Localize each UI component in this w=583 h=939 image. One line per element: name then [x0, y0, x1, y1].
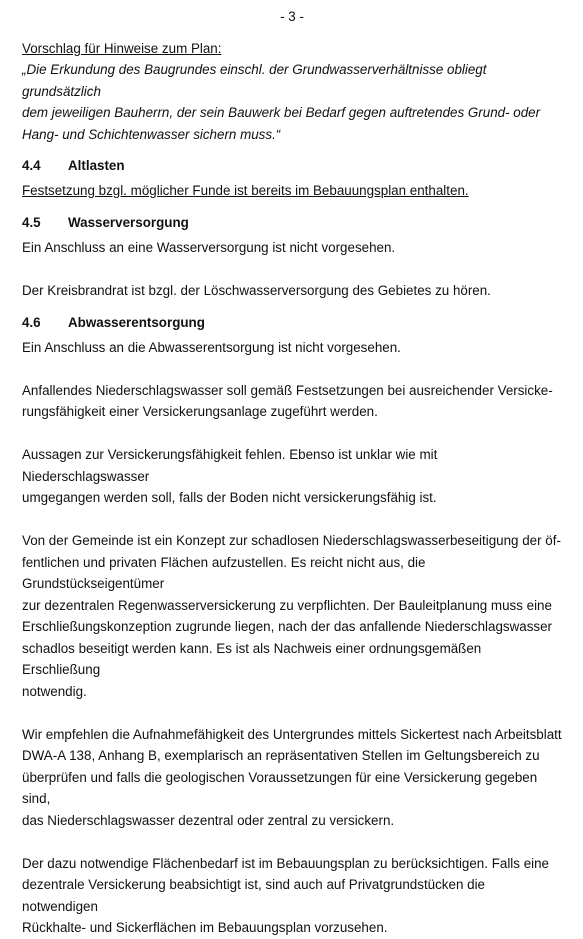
paragraph-line: dezentrale Versickerung beabsichtigt ist, sind auch auf Privatgrundstücken die notwendigen	[22, 877, 485, 914]
paragraph-line: Aussagen zur Versickerungsfähigkeit fehlen. Ebenso ist unklar wie mit Niederschlagswasser	[22, 447, 438, 484]
section-heading-abwasserentsorgung	[22, 312, 562, 334]
paragraph: Ein Anschluss an eine Wasserversorgung ist nicht vorgesehen.	[22, 239, 396, 255]
paragraph-line: Anfallendes Niederschlagswasser soll gemäß Festsetzungen bei ausreichender Versicke-	[22, 382, 553, 398]
quote-line: dem jeweiligen Bauherrn, der sein Bauwerk bei Bedarf gegen auftretendes Grund- oder	[22, 105, 541, 120]
section-heading-wasserversorgung	[22, 212, 562, 234]
quote-line: „Die Erkundung des Baugrundes einschl. der Grundwasserverhältnisse obliegt grundsätzlich	[22, 62, 487, 99]
paragraph	[22, 380, 562, 423]
section-heading-altlasten	[22, 155, 562, 177]
paragraph-line: das Niederschlagswasser dezentral oder zentral zu versickern.	[22, 812, 395, 828]
paragraph-line: fentlichen und privaten Flächen aufzustellen. Es reicht nicht aus, die Grundstückseigentümer	[22, 554, 426, 591]
hint-proposal-label: Vorschlag für Hinweise zum Plan:	[22, 40, 222, 56]
section-number: 4.4	[22, 158, 41, 173]
paragraph	[22, 853, 562, 939]
section-title: Altlasten	[68, 158, 125, 173]
paragraph	[22, 530, 562, 702]
section-number: 4.5	[22, 215, 41, 230]
paragraph-line: überprüfen und falls die geologischen Voraussetzungen für eine Versickerung gegeben sind,	[22, 769, 538, 806]
paragraph-line: Wir empfehlen die Aufnahmefähigkeit des Untergrundes mittels Sickertest nach Arbeitsblatt	[22, 726, 562, 742]
paragraph-line: umgegangen werden soll, falls der Boden nicht versickerungsfähig ist.	[22, 490, 437, 505]
section-title: Wasserversorgung	[68, 215, 189, 230]
paragraph: Der Kreisbrandrat ist bzgl. der Löschwasserversorgung des Gebietes zu hören.	[22, 282, 491, 298]
section-number: 4.6	[22, 315, 41, 330]
paragraph-line: schadlos beseitigt werden kann. Es ist als Nachweis einer ordnungsgemäßen Erschließung	[22, 640, 482, 677]
page-number: - 3 -	[280, 9, 304, 24]
paragraph-line: notwendig.	[22, 683, 87, 699]
paragraph	[22, 724, 562, 832]
altlasten-text: Festsetzung bzgl. möglicher Funde ist bereits im Bebauungsplan enthalten.	[22, 182, 469, 198]
paragraph: Ein Anschluss an die Abwasserentsorgung ist nicht vorgesehen.	[22, 339, 401, 355]
paragraph	[22, 444, 562, 509]
hint-proposal-quote	[22, 59, 562, 145]
document-page	[22, 6, 562, 939]
paragraph-line: Erschließungskonzeption zugrunde liegen, nach der das anfallende Niederschlagswasser	[22, 619, 552, 634]
paragraph-line: Von der Gemeinde ist ein Konzept zur schadlosen Niederschlagswasserbeseitigung der öf-	[22, 533, 561, 548]
paragraph-line: DWA-A 138, Anhang B, exemplarisch an repräsentativen Stellen im Geltungsbereich zu	[22, 748, 540, 763]
paragraph-line: zur dezentralen Regenwasserversickerung zu verpflichten. Der Bauleitplanung muss eine	[22, 597, 552, 613]
section-title: Abwasserentsorgung	[68, 315, 205, 330]
paragraph-line: Rückhalte- und Sickerflächen im Bebauungsplan vorzusehen.	[22, 920, 388, 935]
quote-line: Hang- und Schichtenwasser sichern muss.“	[22, 126, 281, 142]
paragraph-line: Der dazu notwendige Flächenbedarf ist im Bebauungsplan zu berücksichtigen. Falls eine	[22, 855, 550, 871]
paragraph-line: rungsfähigkeit einer Versickerungsanlage zugeführt werden.	[22, 404, 378, 419]
